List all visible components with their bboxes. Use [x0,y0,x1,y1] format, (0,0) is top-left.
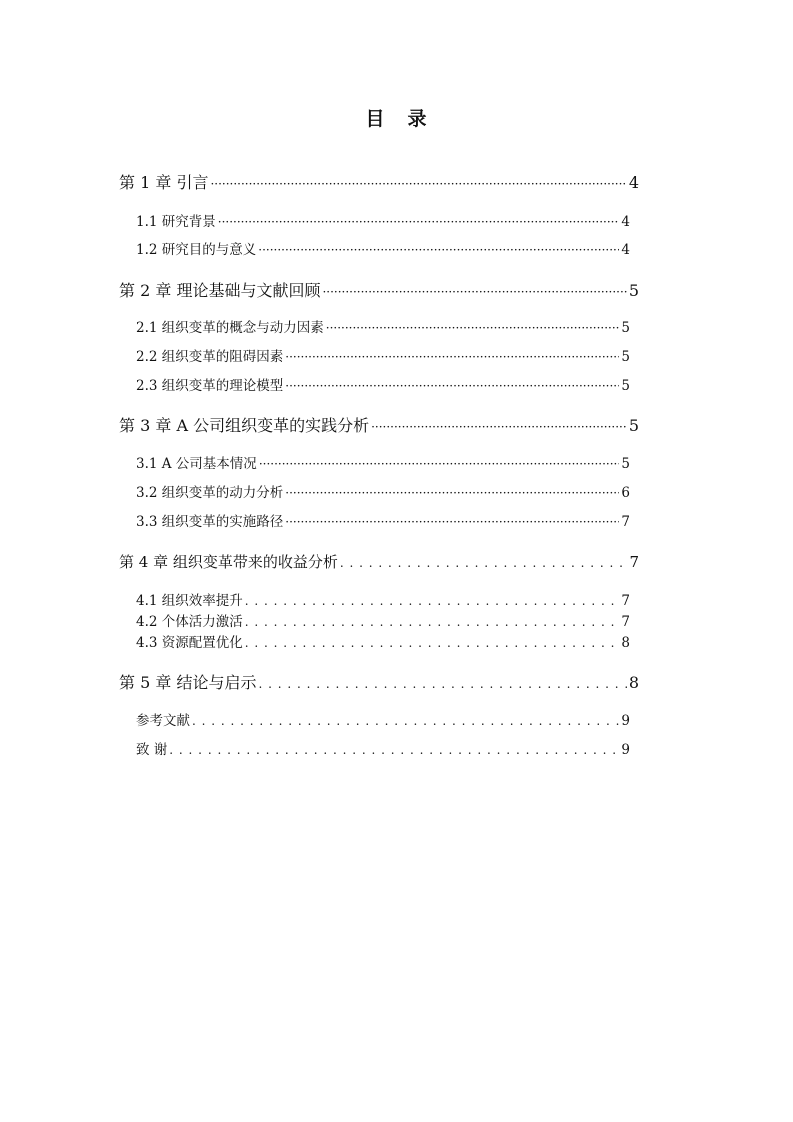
toc-entry-page: 5 [621,456,630,472]
toc-entry-page: 5 [621,349,630,365]
toc-entry-chapter-5[interactable] [119,671,639,695]
toc-entry-3-1[interactable] [136,452,630,476]
leader-dots [210,172,626,196]
toc-entry-page: 9 [621,713,630,729]
toc-entry-page: 8 [621,635,630,651]
toc-entry-page: 4 [628,173,639,192]
toc-entry-label: 3.2 组织变革的动力分析 [136,485,284,501]
toc-entry-label: 参考文献 [136,713,190,729]
toc-entry-label: 1.1 研究背景 [136,214,216,230]
toc-entry-page: 4 [621,242,630,258]
toc-entry-label: 1.2 研究目的与意义 [136,242,257,258]
toc-entry-label: 致 谢 [136,742,168,758]
toc-entry-page: 6 [621,485,630,501]
toc-entry-label: 4.1 组织效率提升 [136,593,243,609]
leader-dots [245,631,620,655]
toc-entry-label: 第 3 章 A 公司组织变革的实践分析 [119,416,370,435]
toc-entry-label: 第 2 章 理论基础与文献回顾 [119,281,321,300]
toc-entry-page: 7 [629,553,639,571]
toc-entry-3-2[interactable] [136,481,630,505]
leader-dots [285,345,619,369]
toc-entry-page: 5 [628,416,639,435]
toc-title-char-1: 目 [365,108,386,130]
toc-entry-label: 2.1 组织变革的概念与动力因素 [136,320,324,336]
toc-entry-page: 7 [621,593,630,609]
leader-dots [322,280,626,304]
toc-entry-4-3[interactable] [136,631,630,655]
toc-entry-1-2[interactable] [136,238,630,262]
toc-entry-chapter-2[interactable] [119,279,639,303]
toc-entry-page: 5 [621,320,630,336]
toc-entry-page: 5 [628,281,639,300]
leader-dots [326,316,620,340]
toc-entry-page: 4 [621,214,630,230]
toc-entry-references[interactable] [136,709,630,733]
toc-entry-label: 第 1 章 引言 [119,173,209,192]
toc-entry-label: 3.3 组织变革的实施路径 [136,514,284,530]
leader-dots [258,672,626,696]
leader-dots [340,551,628,575]
toc-entry-label: 4.3 资源配置优化 [136,635,243,651]
toc-entry-page: 7 [621,614,630,630]
toc-entry-3-3[interactable] [136,510,630,534]
toc-entry-label: 4.2 个体活力激活 [136,614,243,630]
toc-entry-label: 第 4 章 组织变革带来的收益分析 [119,553,338,571]
leader-dots [285,481,619,505]
toc-entry-1-1[interactable] [136,210,630,234]
toc-entry-label: 第 5 章 结论与启示 [119,673,257,692]
leader-dots [285,374,619,398]
toc-entry-label: 3.1 A 公司基本情况 [136,456,257,472]
leader-dots [169,738,619,762]
toc-entry-2-1[interactable] [136,316,630,340]
toc-entry-page: 5 [621,378,630,394]
toc-entry-label: 2.2 组织变革的阻碍因素 [136,349,284,365]
toc-entry-2-2[interactable] [136,345,630,369]
leader-dots [192,709,619,733]
toc-entry-chapter-1[interactable] [119,171,639,195]
toc-title-char-2: 录 [407,108,428,130]
leader-dots [371,415,627,439]
leader-dots [285,510,619,534]
leader-dots [259,452,620,476]
toc-entry-page: 9 [621,742,630,758]
leader-dots [258,238,619,262]
toc-entry-chapter-3[interactable] [119,414,639,438]
toc-entry-2-3[interactable] [136,374,630,398]
toc-entry-label: 2.3 组织变革的理论模型 [136,378,284,394]
toc-entry-page: 8 [628,673,639,692]
toc-title [0,104,793,131]
toc-entry-chapter-4[interactable] [119,550,639,574]
toc-entry-acknowledgements[interactable] [136,738,630,762]
toc-entry-page: 7 [621,514,630,530]
leader-dots [218,210,620,234]
